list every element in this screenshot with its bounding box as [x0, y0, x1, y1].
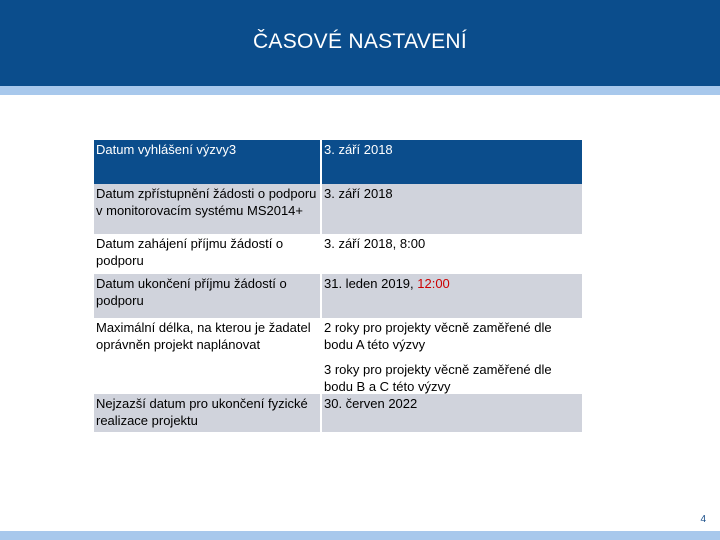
row-value: 30. červen 2022 [322, 394, 582, 432]
row-value: 3. září 2018 [322, 184, 582, 234]
row-value [322, 274, 582, 318]
header-label: Datum vyhlášení výzvy3 [94, 140, 320, 184]
row-label: Datum ukončení příjmu žádostí o podporu [94, 274, 320, 318]
slide-title: ČASOVÉ NASTAVENÍ [252, 30, 468, 53]
end-time: 12:00 [417, 276, 450, 291]
duration-a: 2 roky pro projekty věcně zaměřené dle bodu A této výzvy [324, 320, 552, 352]
table-row [94, 274, 582, 318]
table-row [94, 318, 582, 394]
table-row [94, 394, 582, 432]
table-row [94, 184, 582, 234]
table-header-row [94, 140, 582, 184]
footer-stripe [0, 531, 720, 540]
row-label: Datum zahájení příjmu žádostí o podporu [94, 234, 320, 274]
row-label: Maximální délka, na kterou je žadatel oprávněn projekt naplánovat [94, 318, 320, 394]
row-label: Nejzazší datum pro ukončení fyzické realizace projektu [94, 394, 320, 432]
page-number: 4 [700, 514, 706, 525]
header-value: 3. září 2018 [322, 140, 582, 184]
header-stripe [0, 86, 720, 95]
row-value: 3. září 2018, 8:00 [322, 234, 582, 274]
end-date: 31. leden 2019, [324, 276, 418, 291]
row-label: Datum zpřístupnění žádosti o podporu v monitorovacím systému MS2014+ [94, 184, 320, 234]
row-value [322, 318, 582, 394]
duration-b: 3 roky pro projekty věcně zaměřené dle bodu B a C této výzvy [324, 362, 552, 394]
table-row [94, 234, 582, 274]
